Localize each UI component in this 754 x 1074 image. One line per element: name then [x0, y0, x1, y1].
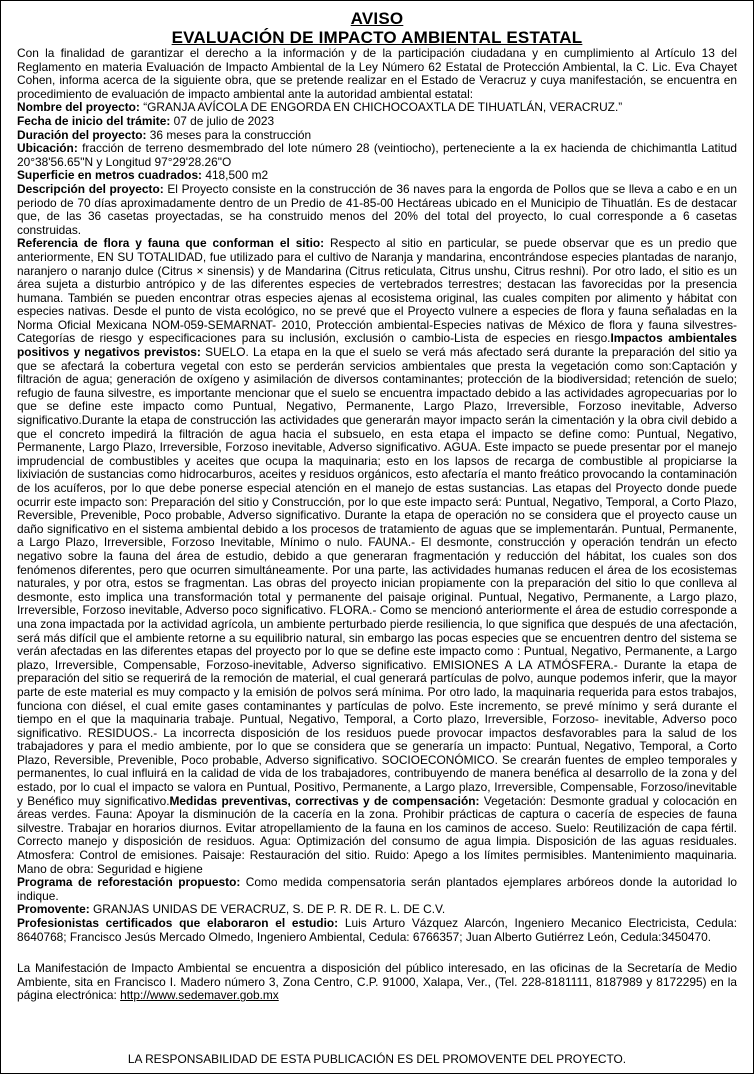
- promoter-value: GRANJAS UNIDAS DE VERACRUZ, S. DE P. R. DE R. L. DE C.V.: [89, 902, 446, 917]
- notice-title: AVISO: [350, 9, 404, 28]
- start-date-field: [17, 115, 737, 129]
- description-field: [17, 183, 737, 237]
- website-link[interactable]: http://www.sedemaver.gob.mx: [120, 988, 279, 1003]
- area-field: [17, 169, 737, 183]
- duration-label: Duración del proyecto:: [17, 127, 147, 142]
- measures-value: Vegetación: Desmonte gradual y colocación en áreas verdes. Fauna: Apoyar la disminución de la cacería en la zona. Prohibir prácticas de captura o cacería de especies de fauna silvestre. Trabajar en horarios diurnos. Evitar atropellamiento de la fauna en los caminos de acceso. Suelo: Reutilización de capa fértil. Correcto manejo y disposición de residuos. Agua: Optimización del consumo de agua limpia. Disposición de las aguas residuales. Atmosfera: Control de emisiones. Paisaje: Restauración del sitio. Ruido: Apego a los límites permisibles. Mantenimiento maquinaria. Mano de obra: Seguridad e higiene: [17, 793, 737, 876]
- flora-fauna-value: Respecto al sitio en particular, se puede observar que es un predio que anteriormente, EN SU TOTALIDAD, fue utilizado para el cultivo de Naranja y mandarina, encontrándose especies plantadas de naranjo, naranjero o naranjo dulce (Citrus × sinensis) y de Mandarina (Citrus reticulata, Citrus unshu, Citrus reshni). Por otro lado, el sitio es un área sujeta a disturbio antrópico y de las diferentes especies de vertebrados terrestres; destacan las favorecidas por la presencia humana. También se pueden encontrar otras especies ajenas al ecosistema original, las cuales compiten por alimento y hábitat con especies nativas. Desde el punto de vista ecológico, no se prevé que el Proyecto vulnere a especies de flora y fauna señaladas en la Norma Oficial Mexicana NOM-059-SEMARNAT- 2010, Protección ambiental-Especies nativas de México de flora y fauna silvestres- Categorías de riesgo y especificaciones para su inclusión, exclusión o cambio-Lista de especies en riesgo.: [17, 236, 737, 346]
- reforestation-label: Programa de reforestación propuesto:: [17, 875, 241, 890]
- start-date-label: Fecha de inicio del trámite:: [17, 113, 171, 128]
- promoter-label: Promovente:: [17, 902, 90, 917]
- professionals-field: [17, 917, 737, 944]
- impacts-label: Impactos ambientales positivos y negativos previstos:: [17, 331, 737, 360]
- project-name-field: [17, 101, 737, 115]
- location-label: Ubicación:: [17, 141, 78, 156]
- description-label: Descripción del proyecto:: [17, 181, 164, 196]
- availability-text: La Manifestación de Impacto Ambiental se encuentra a disposición del público interesado, en las oficinas de la Secretaría de Medio Ambiente, sita en Francisco I. Madero número 3, Zona Centro, C.P. 91000, Xalapa, Ver., (Tel. 228-8181111, 8187989 y 8172295) en la página electrónica:: [17, 961, 737, 1003]
- professionals-value: Luis Arturo Vázquez Alarcón, Ingeniero Mecanico Electricista, Cedula: 8640768; Francisco Jesús Mercado Olmedo, Ingeniero Ambiental, Cedula: 6766357; Juan Alberto Gutiérrez León, Cedula:3450470.: [17, 916, 737, 944]
- reforestation-value: Como medida compensatoria serán plantados ejemplares arbóreos donde la autoridad lo indique.: [17, 875, 737, 903]
- location-value: fracción de terreno desmembrado del lote número 28 (veintiocho), perteneciente a la ex hacienda de chichimantla Latitud 20°38'56.65"N y Longitud 97°29'28.26"O: [17, 141, 737, 169]
- reforestation-field: [17, 876, 737, 903]
- duration-field: [17, 129, 737, 143]
- professionals-label: Profesionistas certificados que elaboraron el estudio:: [17, 916, 339, 930]
- availability-notice: [17, 962, 737, 1003]
- notice-subtitle: EVALUACIÓN DE IMPACTO AMBIENTAL ESTATAL: [171, 28, 583, 47]
- description-value: El Proyecto consiste en la construcción de 36 naves para la engorda de Pollos que se lleva a cabo e en un periodo de 70 días aproximadamente dentro de un Predio de 41-85-00 Hectáreas ubicado en el Municipio de Tihuatlán. Es de destacar que, de las 36 casetas proyectadas, se ha construido menos del 20% del total del proyecto, lo cual corresponde a 6 casetas construidas.: [17, 181, 738, 237]
- project-name-value: “GRANJA AVÍCOLA DE ENGORDA EN CHICHOCOAXTLA DE TIHUATLÁN, VERACRUZ.”: [139, 100, 623, 115]
- area-value: 418,500 m2: [202, 168, 269, 183]
- measures-label: Medidas preventivas, correctivas y de compensación:: [169, 793, 480, 808]
- duration-value: 36 meses para la construcción: [146, 127, 312, 142]
- start-date-value: 07 de julio de 2023: [170, 113, 275, 128]
- promoter-field: [17, 903, 737, 917]
- area-label: Superficie en metros cuadrados:: [17, 168, 203, 183]
- intro-paragraph: Con la finalidad de garantizar el derecho a la información y de la participación ciudadana y en cumplimiento al Artículo 13 del Reglamento en materia Evaluación de Impacto Ambiental de la Ley Número 62 Estatal de Protección Ambiental, la C. Lic. Eva Chayet Cohen, informa acerca de la siguiente obra, que se pretende realizar en el Estado de Veracruz y cuya manifestación, se encuentra en procedimiento de evaluación de impacto ambiental ante la autoridad ambiental estatal:: [17, 46, 737, 101]
- flora-fauna-label: Referencia de flora y fauna que conforman el sitio:: [17, 236, 325, 251]
- responsibility-footer: LA RESPONSABILIDAD DE ESTA PUBLICACIÓN ES DEL PROMOVENTE DEL PROYECTO.: [127, 1052, 627, 1067]
- impacts-value: SUELO. La etapa en la que el suelo se verá más afectado será durante la preparación del sitio ya que se afectará la cobertura vegetal con esto se perderán servicios ambientales que presta la vegetación como son:Captación y filtración de agua; generación de oxígeno y asimilación de diversos contaminantes; protección de la biodiversidad; retención de suelo; refugio de fauna silvestre, es importante mencionar que el suelo se encuentra impactado debido a las actividades agropecuarias por lo que se define este impacto como Puntual, Negativo, Permanente, Largo Plazo, Irreversible, Forzoso inevitable, Adverso significativo.Durante la etapa de construcción las actividades que generarán mayor impacto serán la cimentación y la obra civil debido a que el concreto impedirá la filtración de agua hacia el subsuelo, en esta etapa el impacto se define como: Puntual, Negativo, Permanente, Largo Plazo, Irreversible, Forzoso inevitable, Adverso significativo. AGUA. Este impacto se puede presentar por el manejo imprudencial de combustibles y aceites que ocupa la maquinaria; esto en los lapsos de recarga de combustible al propiciarse la lixiviación de sustancias como hidrocarburos, aceites y residuos orgánicos, esto afectaría el manto freático provocando la contaminación de los acuíferos, por lo que debe ponerse especial atención en el manejo de estas sustancias. Las etapas del Proyecto donde puede ocurrir este impacto son: Preparación del sitio y Construcción, por lo que este impacto será: Puntual, Negativo, Temporal, a Corto Plazo, Reversible, Prevenible, Poco probable, Adverso significativo. Durante la etapa de operación no se considera que el proyecto cause un daño significativo en el sistema ambiental debido a los procesos de tratamiento de aguas que se implementarán. Puntual, Permanente, a Largo Plazo, Irreversible, Forzoso Inevitable, Mínimo o nulo. FAUNA.- El desmonte, construcción y operación tendrán un efecto negativo sobre la fauna del área de estudio, debido a que generaran fragmentación y reducción del hábitat, los cuales son dos fenómenos diferentes, pero que ocurren simultáneamente. Por una parte, las actividades humanas reducen el área de los ecosistemas naturales, y por otra, estos se fragmentan. Las obras del proyecto inician propiamente con la preparación del sitio lo que conlleva al desmonte, esto implica una transformación total y permanente del paisaje original. Puntual, Negativo, Permanente, a Largo plazo, Irreversible, Forzoso inevitable, Adverso poco significativo. FLORA.- Como se mencionó anteriormente el área de estudio corresponde a una zona impactada por la actividad agrícola, un ambiente perturbado pierde resiliencia, lo que significa que después de una afectación, será más difícil que el ambiente retorne a su equilibrio natural, sin embargo las pocas especies que se encuentren dentro del sistema se verán afectadas en las diferentes etapas del proyecto por lo que se define este impacto como : Puntual, Negativo, Permanente, a Largo plazo, Irreversible, Compensable, Forzoso-inevitable, Adverso significativo. EMISIONES A LA ATMÓSFERA.- Durante la etapa de preparación del sitio se requerirá de la remoción de material, el cual generará partículas de polvo, aunque podemos inferir, que la mayor parte de este material es muy compacto y la emisión de polvos será mínima. Por otro lado, la maquinaria requerida para estos trabajos, funciona con diésel, el cual emite gases contaminantes y partículas de polvo. Este incremento, se prevé mínimo y será durante el tiempo en el que la maquinaria trabaje. Puntual, Negativo, Temporal, a Corto plazo, Irreversible, Forzoso- inevitable, Adverso poco significativo. RESIDUOS.- La incorrecta disposición de los residuos puede provocar impactos desfavorables para la salud de los trabajadores y para el medio ambiente, por lo que se considera que se generaría un impacto: Puntual, Negativo, Temporal, a Corto Plazo, Reversible, Prevenible, Poco probable, Adverso significativo. SOCIOECONÓMICO. Se crearán fuentes de empleo temporales y permanentes, lo cual influirá en la calidad de vida de los trabajadores, contribuyendo de manera benéfica al desarrollo de la zona y del estado, por lo cual el impacto se valora en Puntual, Positivo, Permanente, a Largo plazo, Irreversible, Compensable, Forzoso/inevitable y Benéfico muy significativo.: [17, 345, 738, 808]
- flora-fauna-impacts-measures-block: [17, 237, 737, 876]
- project-name-label: Nombre del proyecto:: [17, 100, 140, 115]
- location-field: [17, 142, 737, 169]
